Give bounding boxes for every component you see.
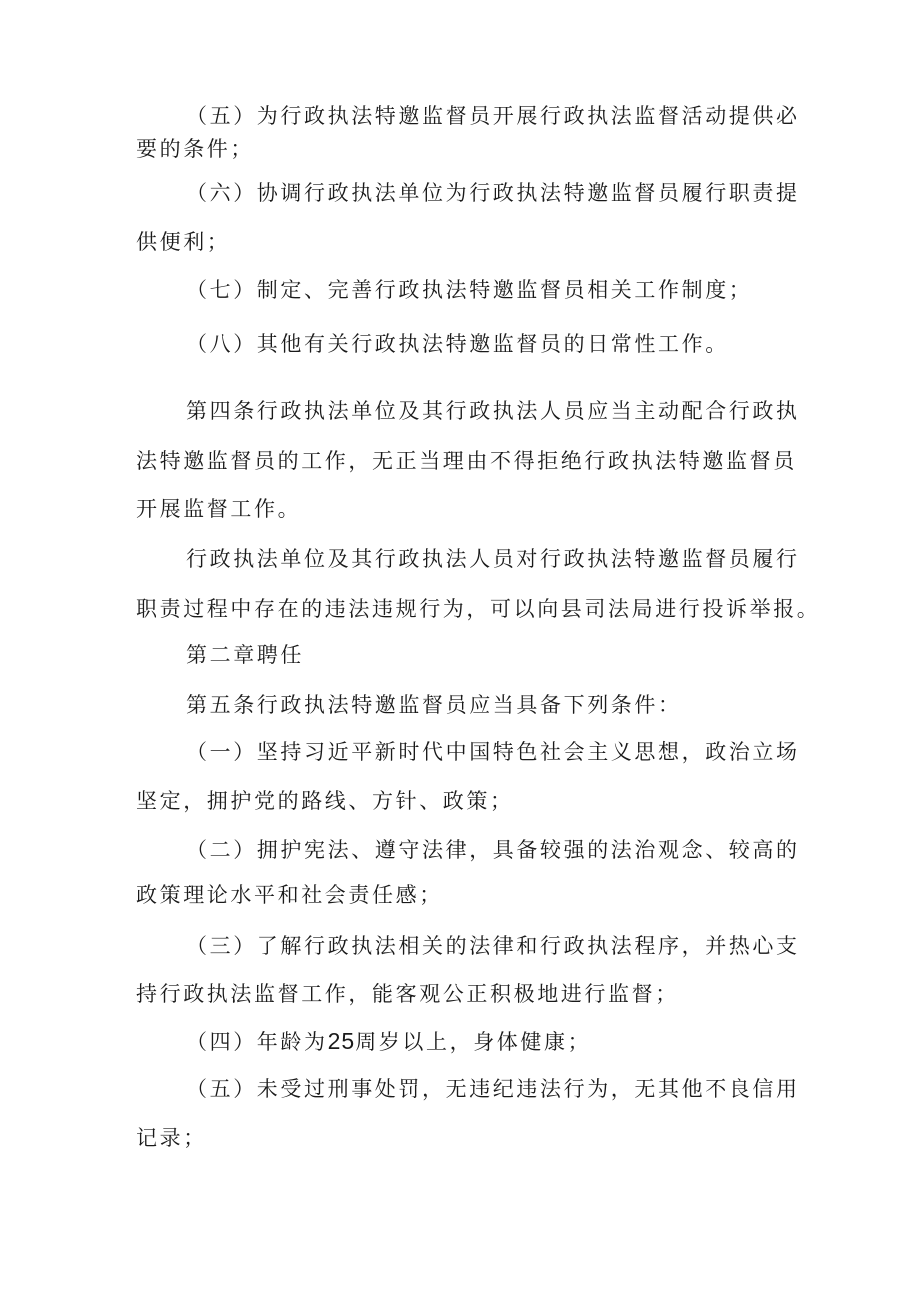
paragraph-line: 供便利； xyxy=(136,230,231,254)
paragraph-line: 坚定，拥护党的路线、方针、政策； xyxy=(136,789,514,813)
paragraph-line: （七）制定、完善行政执法特邀监督员相关工作制度； xyxy=(186,278,753,302)
paragraph-line: （三）了解行政执法相关的法律和行政执法程序，并热心支 xyxy=(186,934,800,958)
paragraph-line: （五）为行政执法特邀监督员开展行政执法监督活动提供必 xyxy=(186,104,800,128)
paragraph-line: （八）其他有关行政执法特邀监督员的日常性工作。 xyxy=(186,332,729,356)
article-heading-line: 第五条行政执法特邀监督员应当具备下列条件： xyxy=(186,693,682,717)
age-number: 25 xyxy=(327,1028,356,1054)
chapter-heading: 第二章聘任 xyxy=(186,643,304,667)
article-heading-line: 第四条行政执法单位及其行政执法人员应当主动配合行政执 xyxy=(186,399,800,423)
paragraph-line xyxy=(186,1026,591,1057)
paragraph-line: 开展监督工作。 xyxy=(136,497,302,521)
paragraph-line: 法特邀监督员的工作，无正当理由不得拒绝行政执法特邀监督员 xyxy=(136,449,797,473)
paragraph-line: （六）协调行政执法单位为行政执法特邀监督员履行职责提 xyxy=(186,181,800,205)
paragraph-line: 持行政执法监督工作，能客观公正积极地进行监督； xyxy=(136,982,679,1006)
line-text-before: （四）年龄为 xyxy=(186,1030,328,1054)
paragraph-line: 行政执法单位及其行政执法人员对行政执法特邀监督员履行 xyxy=(186,547,800,571)
paragraph-line: （一）坚持习近平新时代中国特色社会主义思想，政治立场 xyxy=(186,740,800,764)
paragraph-line: 政策理论水平和社会责任感； xyxy=(136,883,443,907)
line-text-after: 周岁以上，身体健康； xyxy=(355,1030,592,1054)
paragraph-line: （五）未受过刑事处罚，无违纪违法行为，无其他不良信用 xyxy=(186,1077,800,1101)
paragraph-line: （二）拥护宪法、遵守法律，具备较强的法治观念、较高的 xyxy=(186,838,800,862)
paragraph-line: 记录； xyxy=(136,1126,207,1150)
paragraph-line: 要的条件； xyxy=(136,137,254,161)
paragraph-line: 职责过程中存在的违法违规行为，可以向县司法局进行投诉举报。 xyxy=(136,597,821,621)
